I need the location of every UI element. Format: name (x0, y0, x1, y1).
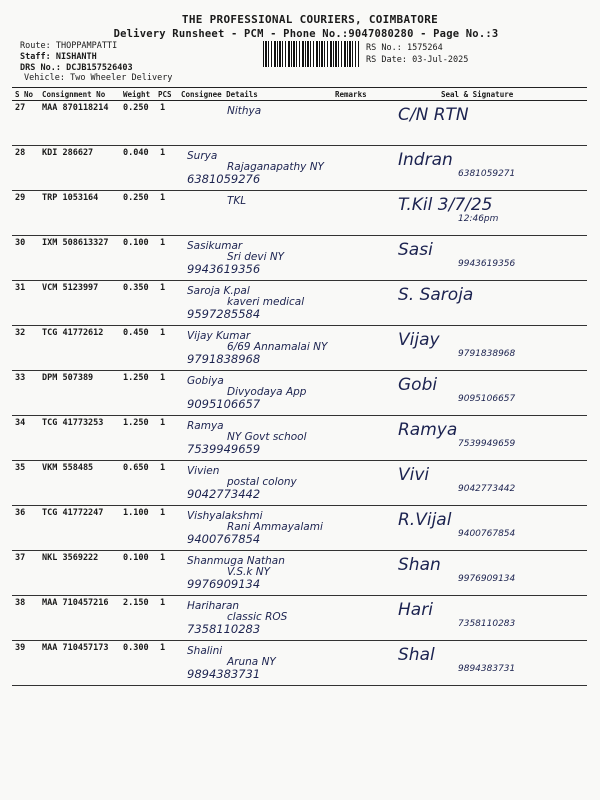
cell-weight: 0.450 (120, 326, 155, 371)
cell-pcs: 1 (155, 281, 178, 326)
consignee-phone: 9400767854 (187, 532, 261, 547)
cell-pcs: 1 (155, 506, 178, 551)
cell-remarks (332, 596, 385, 641)
signature-mark: Shan (398, 555, 441, 575)
cell-consignment: KDI 286627 (39, 146, 120, 191)
staff-line (20, 52, 97, 62)
vehicle-line (24, 73, 172, 83)
cell-consignment: TCG 41773253 (39, 416, 120, 461)
cell-sno: 38 (12, 596, 39, 641)
cell-consignment: DPM 507389 (39, 371, 120, 416)
route-line (20, 41, 117, 51)
cell-weight: 0.300 (120, 641, 155, 686)
consignee-address: Nithya (227, 105, 262, 117)
cell-consignee-details (178, 461, 332, 506)
cell-remarks (332, 416, 385, 461)
consignee-address: Rani Ammayalami (227, 521, 323, 534)
table-row (12, 191, 587, 236)
cell-pcs: 1 (155, 146, 178, 191)
cell-remarks (332, 506, 385, 551)
cell-signature (385, 596, 587, 641)
cell-signature (385, 416, 587, 461)
consignee-phone: 9894383731 (187, 667, 261, 682)
signature-phone: 9095106657 (458, 393, 516, 404)
consignee-address: NY Govt school (227, 431, 307, 444)
cell-signature (385, 326, 587, 371)
cell-weight: 0.650 (120, 461, 155, 506)
cell-sno: 28 (12, 146, 39, 191)
cell-remarks (332, 461, 385, 506)
consignee-address: Rajaganapathy NY (227, 161, 324, 174)
drs-barcode (263, 41, 359, 67)
cell-weight: 0.250 (120, 191, 155, 236)
cell-signature (385, 236, 587, 281)
drs-label: DRS No.: (20, 63, 61, 73)
signature-phone: 9976909134 (458, 573, 516, 584)
table-row (12, 371, 587, 416)
cell-sno: 35 (12, 461, 39, 506)
table-row (12, 101, 587, 146)
cell-remarks (332, 551, 385, 596)
cell-signature (385, 101, 587, 146)
cell-sno: 30 (12, 236, 39, 281)
column-header-remarks: Remarks (332, 88, 385, 101)
cell-weight: 1.250 (120, 371, 155, 416)
cell-signature (385, 191, 587, 236)
cell-pcs: 1 (155, 101, 178, 146)
signature-mark: Shal (398, 645, 435, 665)
consignee-address: Divyodaya App (227, 386, 307, 399)
vehicle-value: Two Wheeler Delivery (70, 73, 173, 83)
consignee-phone: 9597285584 (187, 307, 261, 322)
cell-sno: 31 (12, 281, 39, 326)
consignee-name: Surya (187, 150, 218, 162)
cell-pcs: 1 (155, 236, 178, 281)
signature-mark: T.Kil 3/7/25 (398, 195, 493, 215)
cell-signature (385, 146, 587, 191)
cell-consignee-details (178, 596, 332, 641)
cell-consignee-details (178, 236, 332, 281)
cell-consignee-details (178, 641, 332, 686)
cell-pcs: 1 (155, 596, 178, 641)
consignee-name: Saroja K.pal (187, 285, 250, 297)
cell-remarks (332, 281, 385, 326)
cell-sno: 33 (12, 371, 39, 416)
cell-consignee-details (178, 191, 332, 236)
consignee-phone: 9042773442 (187, 487, 261, 502)
cell-signature (385, 551, 587, 596)
signature-mark: R.Vijal (398, 510, 452, 530)
consignee-name: Shalini (187, 645, 223, 657)
cell-weight: 1.250 (120, 416, 155, 461)
cell-consignment: MAA 710457216 (39, 596, 120, 641)
table-row (12, 596, 587, 641)
consignee-address: Sri devi NY (227, 251, 285, 264)
cell-pcs: 1 (155, 551, 178, 596)
cell-sno: 29 (12, 191, 39, 236)
signature-mark: C/N RTN (398, 105, 469, 125)
consignee-name: Vijay Kumar (187, 330, 251, 342)
column-header-weight: Weight (120, 88, 155, 101)
cell-consignee-details (178, 101, 332, 146)
cell-consignee-details (178, 281, 332, 326)
runsheet-subtitle: Delivery Runsheet - PCM - Phone No.:9047080280 - Page No.:3 (113, 28, 499, 40)
cell-remarks (332, 191, 385, 236)
signature-mark: Sasi (398, 240, 433, 260)
cell-weight: 0.350 (120, 281, 155, 326)
cell-pcs: 1 (155, 641, 178, 686)
consignee-name: Hariharan (187, 600, 240, 612)
rs-date-value: 03-Jul-2025 (412, 55, 469, 65)
cell-pcs: 1 (155, 326, 178, 371)
cell-consignment: NKL 3569222 (39, 551, 120, 596)
consignee-phone: 9095106657 (187, 397, 261, 412)
cell-weight: 2.150 (120, 596, 155, 641)
signature-mark: Vivi (398, 465, 430, 485)
cell-sno: 27 (12, 101, 39, 146)
signature-phone: 9791838968 (458, 348, 516, 359)
table-row (12, 641, 587, 686)
cell-consignment: TCG 41772247 (39, 506, 120, 551)
cell-sno: 36 (12, 506, 39, 551)
consignee-name: Sasikumar (187, 240, 243, 252)
table-row (12, 551, 587, 596)
cell-remarks (332, 146, 385, 191)
signature-phone: 7358110283 (458, 618, 516, 629)
signature-mark: S. Saroja (398, 285, 474, 305)
signature-mark: Ramya (398, 420, 458, 440)
cell-sno: 37 (12, 551, 39, 596)
signature-phone: 9943619356 (458, 258, 516, 269)
column-header-sno: S No (12, 88, 39, 101)
cell-signature (385, 506, 587, 551)
signature-mark: Gobi (398, 375, 438, 395)
runsheet-table (12, 87, 587, 686)
cell-pcs: 1 (155, 191, 178, 236)
cell-sno: 34 (12, 416, 39, 461)
cell-signature (385, 641, 587, 686)
cell-pcs: 1 (155, 461, 178, 506)
cell-remarks (332, 641, 385, 686)
staff-label: Staff: (20, 52, 51, 62)
table-row (12, 326, 587, 371)
cell-sno: 39 (12, 641, 39, 686)
signature-mark: Indran (398, 150, 453, 170)
consignee-phone: 9943619356 (187, 262, 261, 277)
signature-phone: 12:46pm (458, 213, 499, 224)
consignee-address: kaveri medical (227, 296, 305, 309)
cell-consignment: TCG 41772612 (39, 326, 120, 371)
drs-line (20, 63, 133, 73)
table-row (12, 236, 587, 281)
consignee-phone: 6381059276 (187, 172, 261, 187)
runsheet-title: THE PROFESSIONAL COURIERS, COIMBATORE (181, 13, 439, 26)
cell-consignment: MAA 870118214 (39, 101, 120, 146)
cell-weight: 0.040 (120, 146, 155, 191)
signature-phone: 6381059271 (458, 168, 516, 179)
cell-signature (385, 281, 587, 326)
cell-consignment: VCM 5123997 (39, 281, 120, 326)
consignee-address: 6/69 Annamalai NY (227, 341, 328, 354)
cell-remarks (332, 371, 385, 416)
column-header-pcs: PCS (155, 88, 178, 101)
consignee-name: Gobiya (187, 375, 224, 387)
cell-consignee-details (178, 371, 332, 416)
cell-consignment: VKM 558485 (39, 461, 120, 506)
table-row (12, 416, 587, 461)
consignee-phone: 9976909134 (187, 577, 261, 592)
cell-consignee-details (178, 506, 332, 551)
cell-consignment: TRP 1053164 (39, 191, 120, 236)
consignee-name: Ramya (187, 420, 224, 432)
consignee-phone: 7358110283 (187, 622, 261, 637)
column-header-signature: Seal & Signature (385, 88, 587, 101)
table-header-row (12, 88, 587, 101)
rs-date-label: RS Date: (366, 55, 407, 65)
column-header-details: Consignee Details (178, 88, 332, 101)
consignee-name: Vivien (187, 465, 220, 477)
table-row (12, 146, 587, 191)
route-value: THOPPAMPATTI (55, 41, 118, 51)
cell-consignee-details (178, 416, 332, 461)
signature-phone: 9894383731 (458, 663, 516, 674)
consignee-name: Vishyalakshmi (187, 510, 263, 522)
cell-consignment: MAA 710457173 (39, 641, 120, 686)
consignee-phone: 7539949659 (187, 442, 261, 457)
consignee-address: classic ROS (227, 611, 288, 624)
cell-pcs: 1 (155, 371, 178, 416)
cell-consignment: IXM 508613327 (39, 236, 120, 281)
rs-date-line (366, 55, 468, 65)
cell-signature (385, 461, 587, 506)
cell-consignee-details (178, 551, 332, 596)
consignee-address: Aruna NY (227, 656, 276, 669)
vehicle-label: Vehicle: (24, 73, 65, 83)
consignee-address: postal colony (227, 476, 297, 489)
signature-mark: Vijay (398, 330, 440, 350)
consignee-address: TKL (227, 195, 247, 207)
table-row (12, 461, 587, 506)
cell-weight: 1.100 (120, 506, 155, 551)
table-row (12, 281, 587, 326)
cell-consignee-details (178, 146, 332, 191)
rs-no-label: RS No.: (366, 43, 402, 53)
drs-value: DCJB157526403 (66, 63, 133, 73)
consignee-phone: 9791838968 (187, 352, 261, 367)
rs-no-line (366, 43, 443, 53)
cell-pcs: 1 (155, 416, 178, 461)
signature-phone: 9042773442 (458, 483, 516, 494)
route-label: Route: (20, 41, 51, 51)
cell-remarks (332, 236, 385, 281)
signature-phone: 9400767854 (458, 528, 516, 539)
consignee-address: V.S.k NY (227, 566, 271, 579)
table-row (12, 506, 587, 551)
cell-remarks (332, 101, 385, 146)
cell-weight: 0.100 (120, 236, 155, 281)
cell-signature (385, 371, 587, 416)
column-header-consignment: Consignment No (39, 88, 120, 101)
cell-sno: 32 (12, 326, 39, 371)
consignee-name: Shanmuga Nathan (187, 555, 285, 567)
cell-weight: 0.100 (120, 551, 155, 596)
staff-value: NISHANTH (55, 52, 97, 62)
signature-phone: 7539949659 (458, 438, 516, 449)
signature-mark: Hari (398, 600, 433, 620)
cell-remarks (332, 326, 385, 371)
cell-consignee-details (178, 326, 332, 371)
cell-weight: 0.250 (120, 101, 155, 146)
rs-no-value: 1575264 (406, 43, 443, 53)
